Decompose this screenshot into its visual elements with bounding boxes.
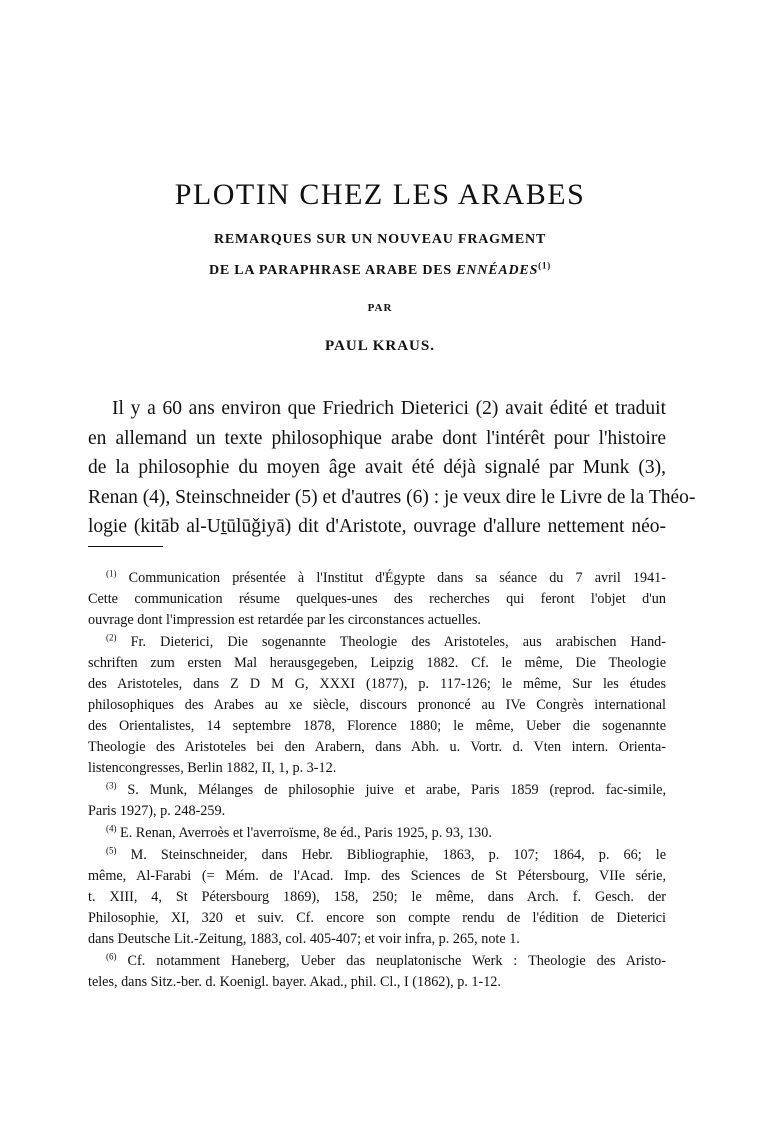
footnote-5-line-4: Philosophie, XI, 320 et suiv. Cf. encore son compte rendu de l'édition de Dieterici: [88, 910, 666, 926]
footnote-6: [88, 951, 666, 993]
footnote-6-marker: (6): [106, 951, 117, 962]
footnote-5: [88, 845, 666, 950]
body-line-3: de la philosophie du moyen âge avait été déjà signalé par Munk (3),: [88, 457, 666, 478]
footnote-1-line-2: Cette communication résume quelques-unes des recherches qui feront l'objet d'un: [88, 591, 666, 607]
footnote-1-text-1: Communication présentée à l'Institut d'Égypte dans sa séance du 7 avril 1941-: [128, 570, 666, 586]
footnote-5-line-3: t. XIII, 4, St Pétersbourg 1869), 158, 250; le même, dans Arch. f. Gesch. der: [88, 889, 666, 905]
footnote-2-line-4: philosophiques des Arabes au xe siècle, discours prononcé au IVe Congrès international: [88, 697, 666, 713]
subtitle-italic: ENNÉADES: [456, 263, 539, 278]
footnote-5-marker: (5): [106, 845, 117, 856]
body-line-5: logie (kitāb al-Uṯūlūǧiyā) dit d'Aristote, ouvrage d'allure nettement néo-: [88, 516, 666, 537]
footnote-2-text-1: Fr. Dieterici, Die sogenannte Theologie des Aristoteles, aus arabischen Hand-: [130, 634, 666, 650]
footnote-2-line-1: [88, 632, 666, 653]
footnote-2-line-3: des Aristoteles, dans Z D M G, XXXI (1877), p. 117-126; le même, Sur les études: [88, 676, 666, 692]
footnote-2-line-2: schriften zum ersten Mal herausgegeben, Leipzig 1882. Cf. le même, Die Theologie: [88, 655, 666, 671]
footnote-2-line-6: Theologie des Aristoteles bei den Arabern, dans Abh. u. Vortr. d. Vten intern. Orienta-: [88, 739, 666, 755]
footnote-3-text-1: S. Munk, Mélanges de philosophie juive et arabe, Paris 1859 (reprod. fac-simile,: [127, 782, 666, 798]
footnote-1-line-3: ouvrage dont l'impression est retardée par les circonstances actuelles.: [88, 612, 481, 628]
article-subtitle-line1: REMARQUES SUR UN NOUVEAU FRAGMENT: [213, 232, 547, 247]
subtitle-footnote-ref: (1): [538, 260, 552, 271]
footnote-2-line-7: listencongresses, Berlin 1882, II, 1, p. 3-12.: [88, 760, 337, 776]
footnote-3: [88, 780, 666, 822]
footnote-1-line-1: [88, 568, 666, 589]
footnote-6-text-1: Cf. notamment Haneberg, Ueber das neuplatonische Werk : Theologie des Aristo-: [127, 953, 667, 969]
footnote-4-line-1: [88, 823, 666, 844]
footnote-4-marker: (4): [106, 823, 117, 834]
footnote-5-line-1: [88, 845, 666, 866]
footnote-2: [88, 632, 666, 779]
main-paragraph: [88, 394, 696, 542]
par-label: PAR: [367, 302, 393, 314]
footnote-6-line-2: teles, dans Sitz.-ber. d. Koenigl. bayer. Akad., phil. Cl., I (1862), p. 1-12.: [88, 974, 501, 990]
footnote-3-line-1: [88, 780, 666, 801]
footnote-5-text-1: M. Steinschneider, dans Hebr. Bibliographie, 1863, p. 107; 1864, p. 66; le: [130, 847, 667, 863]
footnote-3-line-2: Paris 1927), p. 248-259.: [88, 803, 226, 819]
footnote-4-text-1: E. Renan, Averroès et l'averroïsme, 8e éd., Paris 1925, p. 93, 130.: [120, 825, 492, 841]
footnote-2-line-5: des Orientalistes, 14 septembre 1878, Florence 1880; le même, Ueber die sogenannte: [88, 718, 666, 734]
footnote-4: [88, 823, 666, 844]
footnote-6-line-1: [88, 951, 666, 972]
body-line-2: en allemand un texte philosophique arabe dont l'intérêt pour l'histoire: [88, 427, 666, 449]
footnotes: [88, 568, 666, 994]
article-subtitle-line2: [0, 260, 760, 279]
footnote-1-marker: (1): [106, 568, 117, 579]
footnote-5-line-2: même, Al-Farabi (= Mém. de l'Acad. Imp. des Sciences de St Pétersbourg, VIIe série,: [88, 868, 666, 884]
footnote-2-marker: (2): [106, 632, 117, 643]
article-title: PLOTIN CHEZ LES ARABES: [174, 178, 586, 211]
body-line-4: Renan (4), Steinschneider (5) et d'autres (6) : je veux dire le Livre de la Théo-: [88, 486, 696, 508]
body-line-1: Il y a 60 ans environ que Friedrich Dieterici (2) avait édité et traduit: [112, 398, 666, 419]
footnote-separator: [88, 546, 163, 547]
footnote-1: [88, 568, 666, 631]
subtitle-text: DE LA PARAPHRASE ARABE DES: [208, 263, 452, 278]
footnote-5-line-5: dans Deutsche Lit.-Zeitung, 1883, col. 405-407; et voir infra, p. 265, note 1.: [88, 931, 520, 947]
footnote-3-marker: (3): [106, 780, 117, 791]
author-name: PAUL KRAUS.: [325, 338, 435, 354]
